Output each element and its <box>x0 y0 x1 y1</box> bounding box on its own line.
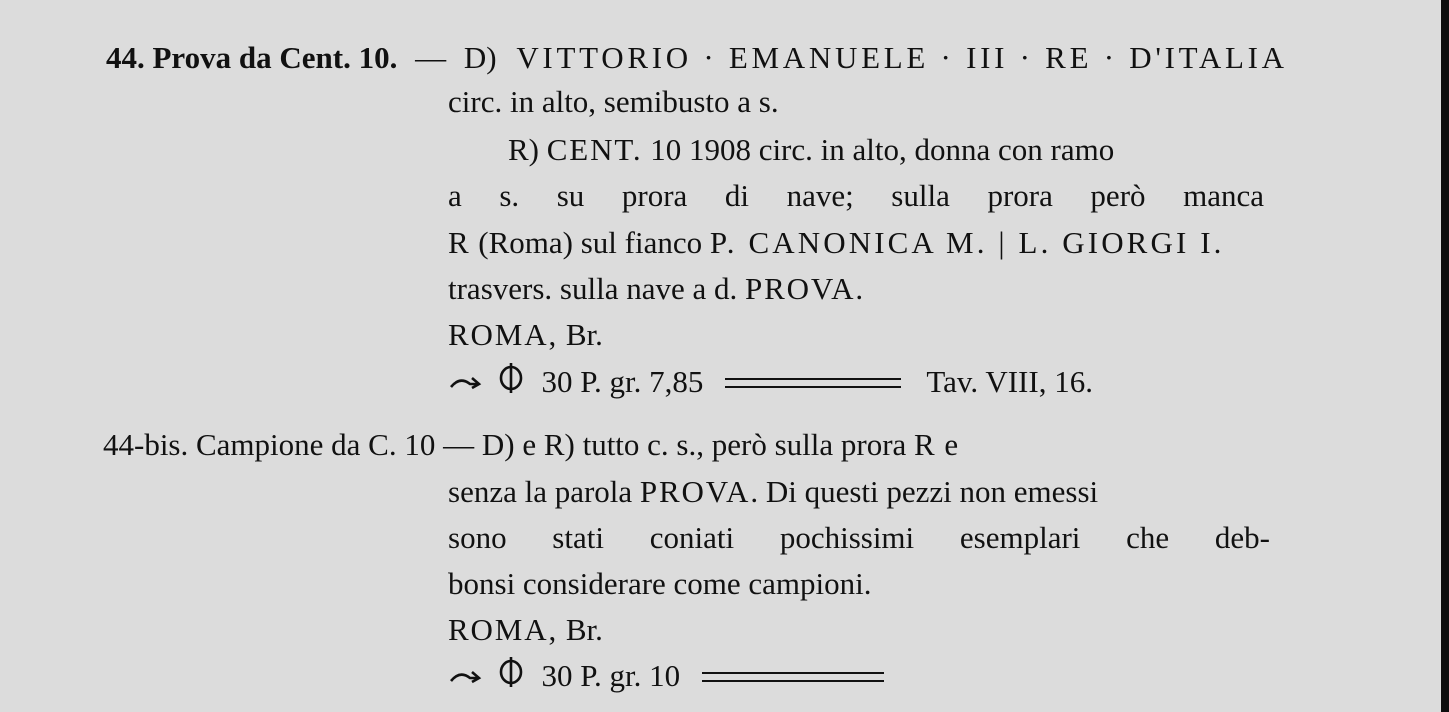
diameter-icon <box>498 656 524 696</box>
entry-44-line-5 <box>448 225 1225 261</box>
diameter-icon <box>498 362 524 402</box>
entry-44bis-prova: PROVA <box>639 474 751 509</box>
entry-44-description-4: trasvers. sulla nave a d. <box>448 271 738 306</box>
entry-44-signature: P. CANONICA M. | L. GIORGI I. <box>709 225 1225 260</box>
entry-44bis-line-5 <box>448 612 603 648</box>
entry-44bis-text-3: sono stati coniati pochissimi esemplari che deb- <box>448 520 1270 555</box>
entry-44-line-7 <box>448 317 603 353</box>
entry-44-prova: PROVA. <box>744 271 865 306</box>
entry-44-line-1 <box>106 40 1288 76</box>
entry-44-line-6 <box>448 271 865 307</box>
entry-44-description-3: (Roma) sul fianco <box>478 225 703 260</box>
entry-44bis-heading: 44-bis. Campione da C. 10 — D) e R) tutto c. s., però sulla prora <box>103 427 907 462</box>
entry-44bis-line-4 <box>448 566 872 602</box>
entry-44-obverse-label: D) <box>463 40 497 75</box>
entry-44-reverse-label: R) <box>508 132 539 167</box>
entry-44bis-text-1: senza la parola <box>448 474 633 509</box>
entry-44-number: 44. Prova da Cent. 10. <box>106 40 398 75</box>
entry-44-line-8 <box>448 364 1264 405</box>
entry-44-line-4 <box>448 178 1264 214</box>
entry-44-mint: ROMA, <box>448 317 559 352</box>
entry-44bis-text-4: bonsi considerare come campioni. <box>448 566 872 601</box>
entry-44-legend: VITTORIO · EMANUELE · III · RE · D'ITALIA <box>516 40 1288 75</box>
entry-44-description-1: circ. in alto, semibusto a s. <box>448 84 779 119</box>
entry-44-r-mark: R <box>448 225 471 260</box>
entry-44bis-line-3 <box>448 520 1270 556</box>
entry-44-specs: 30 P. gr. 7,85 <box>541 364 704 399</box>
entry-44-rule <box>725 378 901 388</box>
die-axis-arrow-icon <box>448 658 482 694</box>
entry-44bis-line-6 <box>448 658 902 699</box>
entry-44bis-line-1 <box>103 427 1271 463</box>
entry-44bis-text-2: . Di questi pezzi non emessi <box>750 474 1099 509</box>
die-axis-arrow-icon <box>448 364 482 400</box>
entry-44-line-3 <box>508 132 1264 168</box>
entry-44bis-mint: ROMA, <box>448 612 559 647</box>
entry-44-metal: Br. <box>565 317 603 352</box>
entry-44-line-2 <box>448 84 779 120</box>
entry-44-dash: — <box>415 40 447 75</box>
entry-44bis-r-mark: R <box>914 427 937 462</box>
entry-44bis-line1-end: e <box>944 427 959 462</box>
right-edge-border <box>1441 0 1449 712</box>
entry-44bis-rule <box>702 672 884 682</box>
entry-44bis-line-2 <box>448 474 1264 510</box>
entry-44bis-specs: 30 P. gr. 10 <box>541 658 681 693</box>
entry-44-plate-ref: Tav. VIII, 16. <box>926 364 1093 399</box>
entry-44-reverse-legend: CENT. <box>546 132 643 167</box>
entry-44bis-metal: Br. <box>565 612 603 647</box>
entry-44-description-2: a s. su prora di nave; sulla prora però manca <box>448 178 1264 213</box>
entry-44-reverse-text: 10 1908 circ. in alto, donna con ramo <box>650 132 1115 167</box>
